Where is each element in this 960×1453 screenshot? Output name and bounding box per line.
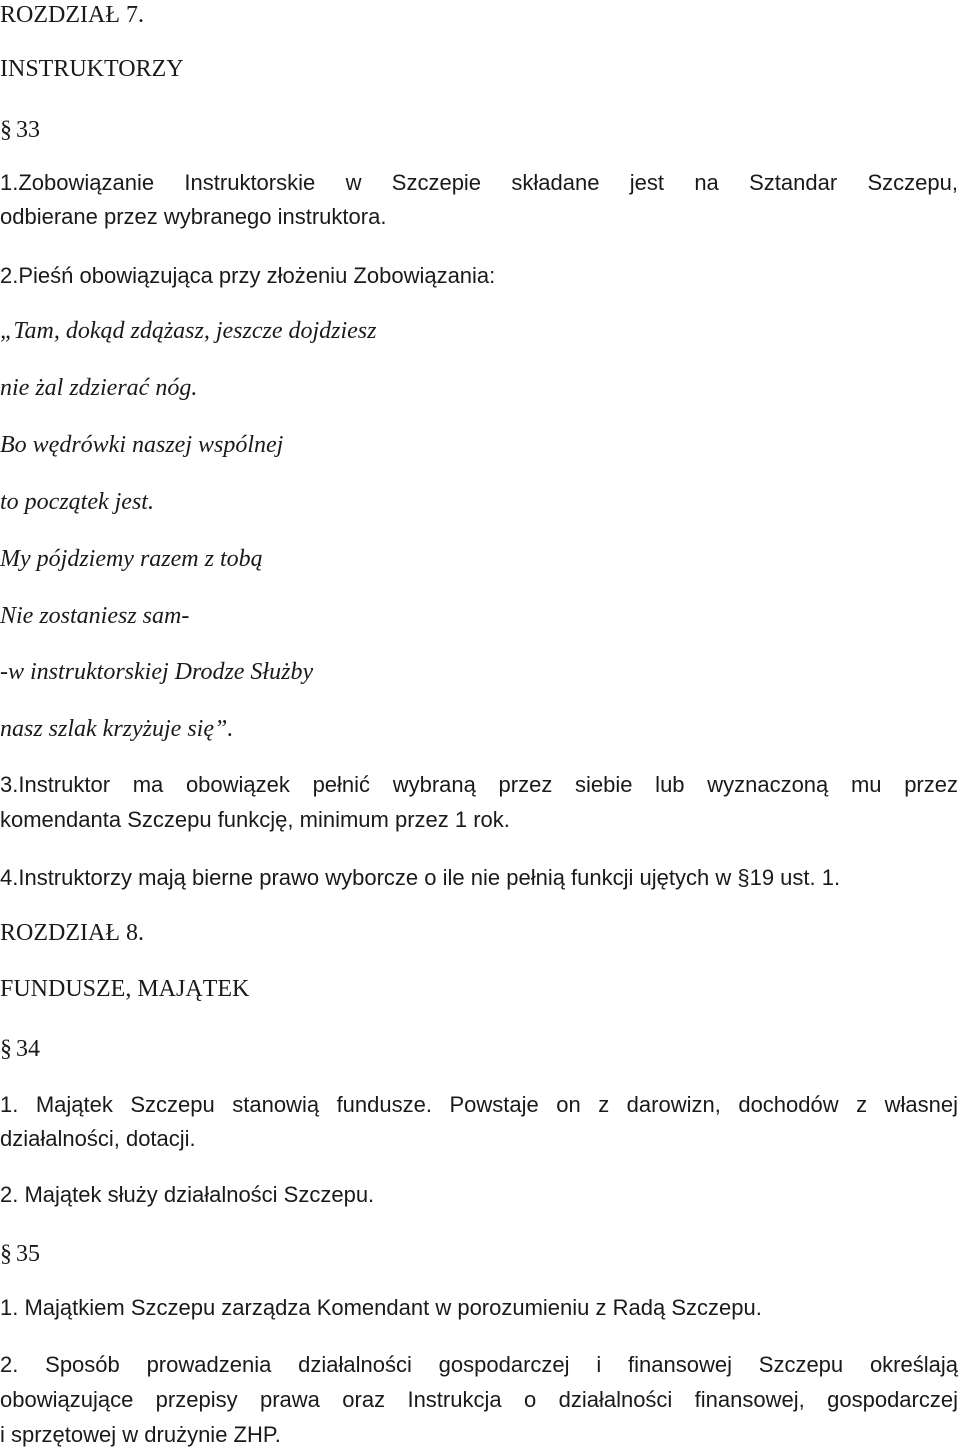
paragraph-number: 35 xyxy=(16,1241,40,1267)
section-sign-icon: § xyxy=(0,1036,12,1062)
point-4: 4.Instruktorzy mają bierne prawo wyborcze o ile nie pełnią funkcji ujętych w §19 ust. 1. xyxy=(0,865,841,890)
song-line: to początek jest. xyxy=(0,489,154,515)
point-2: 2.Pieśń obowiązująca przy złożeniu Zobowiązania: xyxy=(0,263,496,288)
paragraph-number: 33 xyxy=(16,117,40,143)
chapter-title: INSTRUKTORZY xyxy=(0,56,184,82)
point-3-line-2: komendanta Szczepu funkcję, minimum przez 1 rok. xyxy=(0,807,510,832)
song-line: nie żal zdzierać nóg. xyxy=(0,375,198,401)
p34-point-1-line-1: 1. Majątek Szczepu stanowią fundusze. Powstaje on z darowizn, dochodów z własnej xyxy=(0,1092,958,1117)
p35-point-1: 1. Majątkiem Szczepu zarządza Komendant w porozumieniu z Radą Szczepu. xyxy=(0,1295,762,1320)
section-sign-icon: § xyxy=(0,1241,12,1267)
paragraph-mark xyxy=(0,1239,40,1269)
song-line: Nie zostaniesz sam- xyxy=(0,603,190,629)
paragraph-number: 34 xyxy=(16,1036,40,1062)
song-line: My pójdziemy razem z tobą xyxy=(0,546,263,572)
p34-point-2: 2. Majątek służy działalności Szczepu. xyxy=(0,1182,375,1207)
song-line: nasz szlak krzyżuje się”. xyxy=(0,716,234,742)
p35-point-2-line-3: i sprzętowej w drużynie ZHP. xyxy=(0,1422,281,1447)
chapter-heading: ROZDZIAŁ 7. xyxy=(0,2,144,28)
paragraph-mark xyxy=(0,1034,40,1064)
section-sign-icon: § xyxy=(0,117,12,143)
p35-point-2-line-2: obowiązujące przepisy prawa oraz Instrukcja o działalności finansowej, gospodarczej xyxy=(0,1387,958,1412)
paragraph-mark xyxy=(0,115,40,145)
point-3-line-1: 3.Instruktor ma obowiązek pełnić wybraną przez siebie lub wyznaczoną mu przez xyxy=(0,772,958,797)
song-line: „Tam, dokąd zdążasz, jeszcze dojdziesz xyxy=(0,318,377,344)
point-1-line-1: 1.Zobowiązanie Instruktorskie w Szczepie składane jest na Sztandar Szczepu, xyxy=(0,170,958,195)
song-line: -w instruktorskiej Drodze Służby xyxy=(0,659,314,685)
point-1-line-2: odbierane przez wybranego instruktora. xyxy=(0,204,387,229)
chapter-heading: ROZDZIAŁ 8. xyxy=(0,920,144,946)
p35-point-2-line-1: 2. Sposób prowadzenia działalności gospodarczej i finansowej Szczepu określają xyxy=(0,1352,958,1377)
chapter-title: FUNDUSZE, MAJĄTEK xyxy=(0,976,250,1002)
p34-point-1-line-2: działalności, dotacji. xyxy=(0,1126,196,1151)
song-line: Bo wędrówki naszej wspólnej xyxy=(0,432,284,458)
